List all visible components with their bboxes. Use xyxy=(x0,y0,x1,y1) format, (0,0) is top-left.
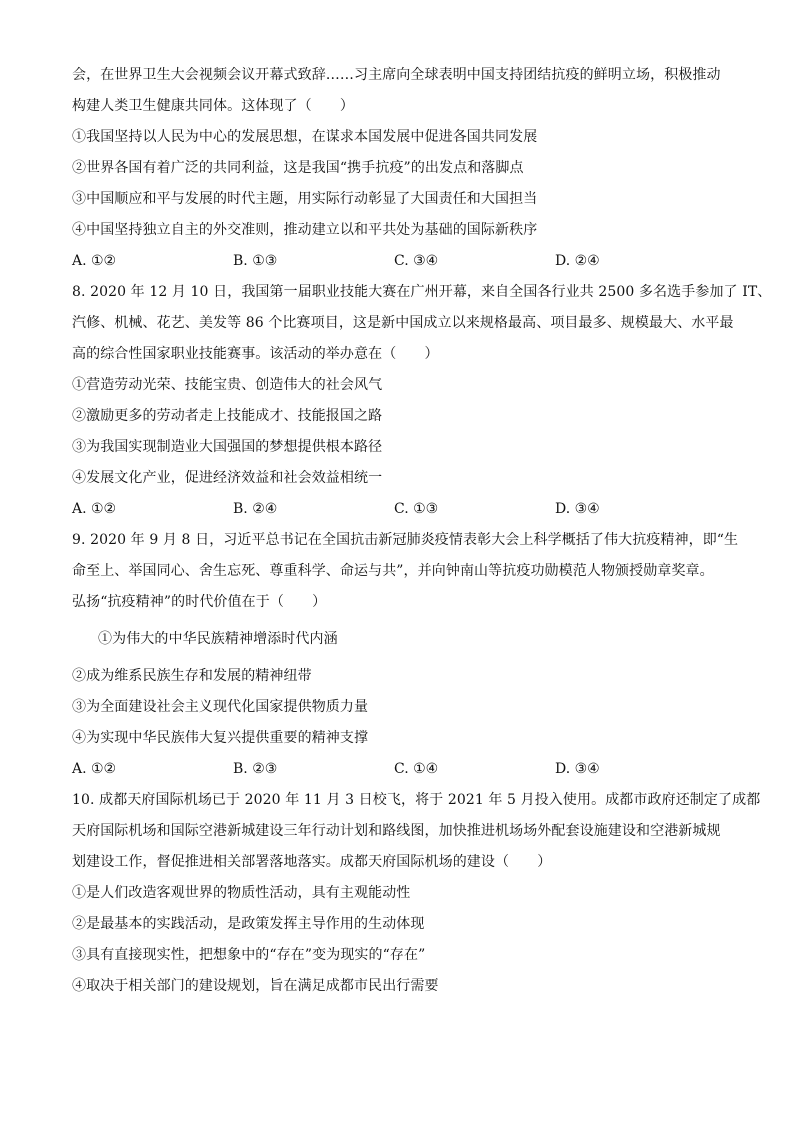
question-8-stem-line-1: 8. 2020 年 12 月 10 日，我国第一届职业技能大赛在广州开幕，来自全国各行业共 2500 多名选手参加了 IT、 xyxy=(72,284,772,300)
question-7-stem-line-1: 会，在世界卫生大会视频会议开幕式致辞……习主席向全球表明中国支持团结抗疫的鲜明立场，积极推动 xyxy=(72,67,721,83)
question-8-stem-line-3: 高的综合性国家职业技能赛事。该活动的举办意在（ ） xyxy=(72,346,439,362)
question-7-choices xyxy=(72,246,722,277)
question-7-option-1: ①我国坚持以人民为中心的发展思想，在谋求本国发展中促进各国共同发展 xyxy=(72,129,538,145)
question-7-option-2: ②世界各国有着广泛的共同利益，这是我国“携手抗疫”的出发点和落脚点 xyxy=(72,160,524,176)
question-9-option-2: ②成为维系民族生存和发展的精神纽带 xyxy=(72,668,312,684)
question-8-option-1: ①营造劳动光荣、技能宝贵、创造伟大的社会风气 xyxy=(72,377,383,393)
question-9-choice-c[interactable]: C. ①④ xyxy=(394,761,439,777)
question-8-choice-c[interactable]: C. ①③ xyxy=(394,501,439,517)
question-8-option-4: ④发展文化产业，促进经济效益和社会效益相统一 xyxy=(72,470,383,486)
question-9-option-3: ③为全面建设社会主义现代化国家提供物质力量 xyxy=(72,699,369,715)
question-8-choice-a[interactable]: A. ①② xyxy=(72,501,117,517)
question-7-stem-line-2: 构建人类卫生健康共同体。这体现了（ ） xyxy=(72,98,354,114)
question-7 xyxy=(72,60,722,277)
question-8-stem-line-2: 汽修、机械、花艺、美发等 86 个比赛项目，这是新中国成立以来规格最高、项目最多、规模最大、水平最 xyxy=(72,315,734,331)
question-10 xyxy=(72,785,761,1002)
question-7-option-3: ③中国顺应和平与发展的时代主题，用实际行动彰显了大国责任和大国担当 xyxy=(72,191,538,207)
question-7-choice-d[interactable]: D. ②④ xyxy=(555,253,600,269)
question-9 xyxy=(72,525,739,785)
question-9-option-4: ④为实现中华民族伟大复兴提供重要的精神支撑 xyxy=(72,730,369,746)
question-10-option-2: ②是最基本的实践活动，是政策发挥主导作用的生动体现 xyxy=(72,916,425,932)
question-9-choice-b[interactable]: B. ②③ xyxy=(233,761,278,777)
question-10-option-3: ③具有直接现实性，把想象中的“存在”变为现实的“存在” xyxy=(72,947,426,963)
question-9-option-1: ①为伟大的中华民族精神增添时代内涵 xyxy=(98,631,338,647)
question-8-choices xyxy=(72,494,722,525)
question-10-stem-line-3: 划建设工作，督促推进相关部署落地落实。成都天府国际机场的建设（ ） xyxy=(72,854,552,870)
question-8-option-3: ③为我国实现制造业大国强国的梦想提供根本路径 xyxy=(72,439,383,455)
question-9-stem-line-2: 命至上、举国同心、舍生忘死、尊重科学、命运与共”，并向钟南山等抗疫功勋模范人物颁授勋章奖章。 xyxy=(72,563,714,579)
question-7-option-4: ④中国坚持独立自主的外交准则，推动建立以和平共处为基础的国际新秩序 xyxy=(72,222,538,238)
question-9-stem-line-1: 9. 2020 年 9 月 8 日，习近平总书记在全国抗击新冠肺炎疫情表彰大会上科学概括了伟大抗疫精神，即“生 xyxy=(72,532,739,548)
question-9-choice-a[interactable]: A. ①② xyxy=(72,761,117,777)
question-8-choice-d[interactable]: D. ③④ xyxy=(555,501,600,517)
question-9-choice-d[interactable]: D. ③④ xyxy=(555,761,600,777)
question-7-choice-a[interactable]: A. ①② xyxy=(72,253,117,269)
question-10-option-4: ④取决于相关部门的建设规划，旨在满足成都市民出行需要 xyxy=(72,978,439,994)
question-7-choice-c[interactable]: C. ③④ xyxy=(394,253,439,269)
question-10-stem-line-2: 天府国际机场和国际空港新城建设三年行动计划和路线图，加快推进机场场外配套设施建设和空港新城规 xyxy=(72,823,721,839)
question-7-choice-b[interactable]: B. ①③ xyxy=(233,253,278,269)
question-8 xyxy=(72,277,772,525)
question-8-option-2: ②激励更多的劳动者走上技能成才、技能报国之路 xyxy=(72,408,383,424)
question-10-stem-line-1: 10. 成都天府国际机场已于 2020 年 11 月 3 日校飞，将于 2021 年 5 月投入使用。成都市政府还制定了成都 xyxy=(72,792,761,808)
question-9-stem-line-3: 弘扬“抗疫精神”的时代价值在于（ ） xyxy=(72,594,327,610)
question-8-choice-b[interactable]: B. ②④ xyxy=(233,501,278,517)
question-10-option-1: ①是人们改造客观世界的物质性活动，具有主观能动性 xyxy=(72,885,411,901)
question-9-choices xyxy=(72,754,722,785)
